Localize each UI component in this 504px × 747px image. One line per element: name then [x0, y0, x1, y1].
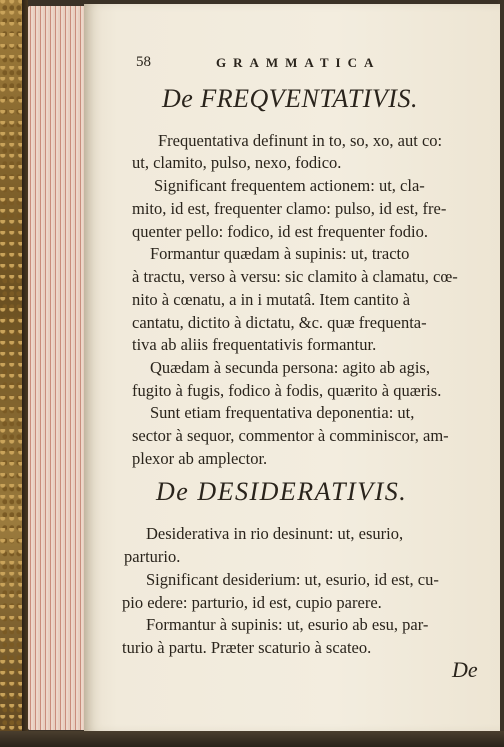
background-strip-bottom — [0, 731, 504, 747]
text-line: tiva ab aliis frequentativis formantur. — [132, 335, 377, 354]
running-head — [136, 54, 456, 74]
text-line: nito à cœnatu, a in i mutatâ. Item cantito à — [132, 290, 411, 309]
text-line: turio à partu. Præter scaturio à scateo. — [122, 638, 372, 657]
text-line: sector à sequor, commentor à comminiscor, am- — [132, 426, 449, 445]
text-line: Formantur quædam à supinis: ut, tracto — [150, 244, 410, 263]
text-line: quenter pello: fodico, id est frequenter fodio. — [132, 222, 428, 241]
text-line: parturio. — [124, 547, 181, 566]
text-line: Frequentativa definunt in to, so, xo, aut co: — [158, 131, 443, 150]
text-line: fugito à fugis, fodico à fodis, quæritо à quæris. — [132, 381, 442, 400]
text-line: mito, id est, frequenter clamo: pulso, id est, fre- — [132, 199, 447, 218]
page-number: 58 — [136, 54, 151, 70]
text-line: Formantur à supinis: ut, esurio ab esu, par- — [146, 615, 429, 634]
text-line: Desiderativa in rio desinunt: ut, esurio, — [146, 524, 404, 543]
text-line: cantatu, dictito à dictatu, &c. quæ frequenta- — [132, 313, 427, 332]
text-line: Significant desiderium: ut, esurio, id est, cu- — [146, 570, 439, 589]
section-heading-desiderativis: De DESIDERATIVIS. — [156, 477, 408, 506]
text-line: Quædam à secunda persona: agito ab agis, — [150, 358, 430, 377]
text-line: pio edere: parturio, id est, cupio parere. — [122, 593, 382, 612]
text-line: Significant frequentem actionem: ut, cla- — [154, 176, 425, 195]
text-line: Sunt etiam frequentativa deponentia: ut, — [150, 403, 415, 422]
text-line: plexor ab amplector. — [132, 449, 268, 468]
section-heading-frequentativis: De FREQVENTATIVIS. — [162, 84, 418, 113]
text-line: à tractu, verso à versu: sic clamito à clamatu, cœ- — [132, 267, 458, 286]
text-line: ut, clamito, pulso, nexo, fodico. — [132, 153, 342, 172]
running-title: GRAMMATICA — [216, 55, 381, 70]
page-stack-edge — [28, 6, 86, 730]
catchword: De — [452, 657, 478, 682]
